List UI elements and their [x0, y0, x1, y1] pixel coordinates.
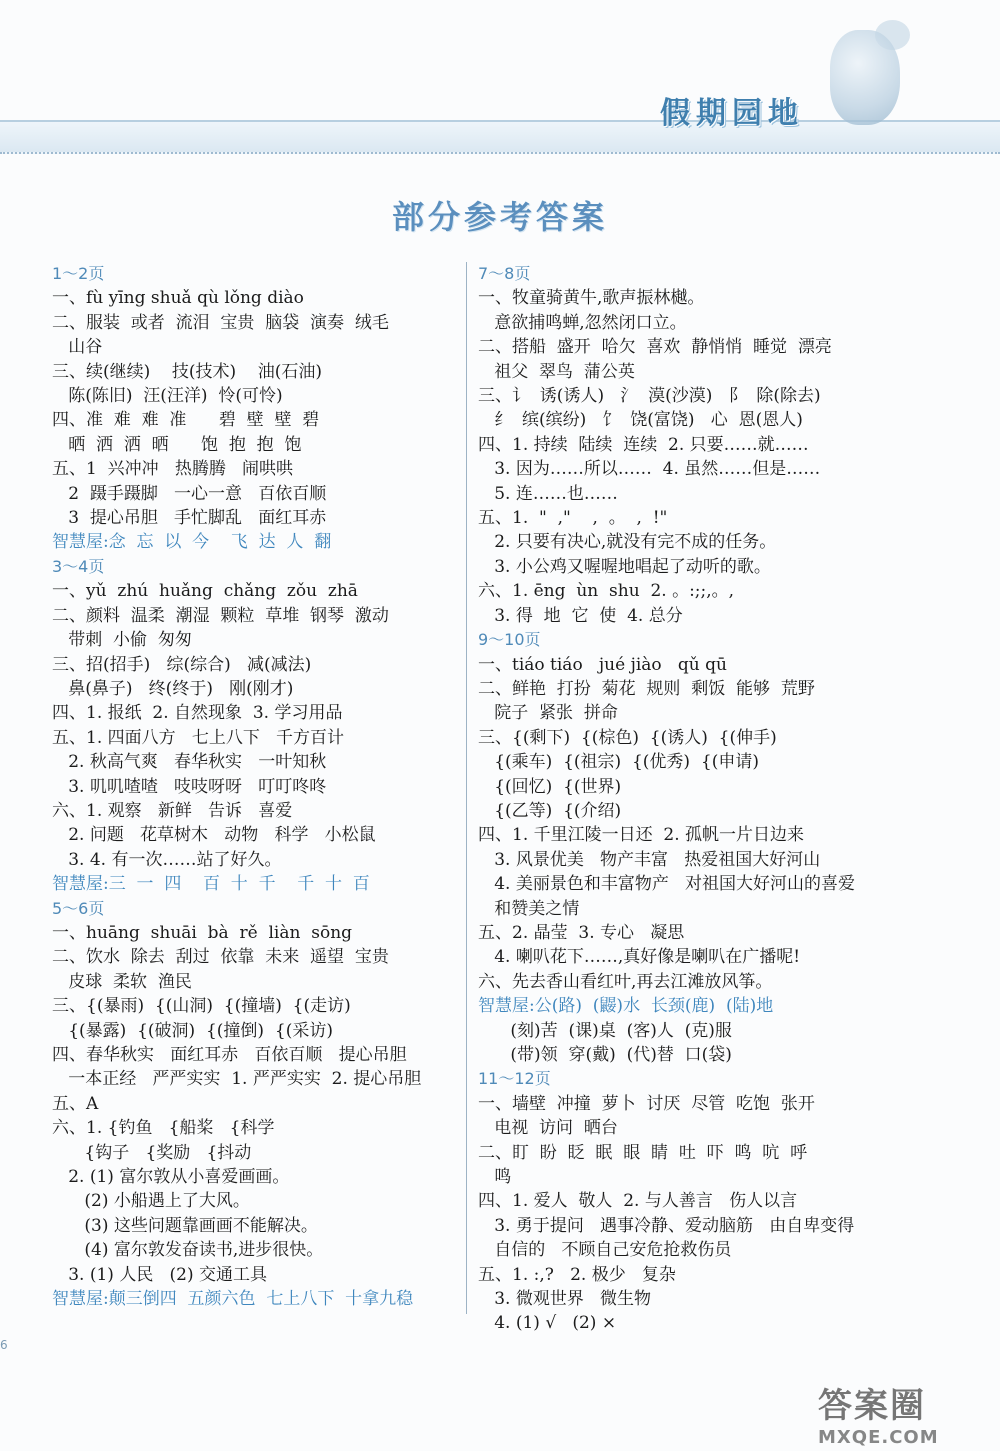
answer-line: 3. 风景优美 物产丰富 热爱祖国大好河山	[478, 849, 821, 870]
answer-line: (刻)苦 (课)桌 (客)人 (克)服	[478, 1020, 732, 1041]
answer-line: 2 蹑手蹑脚 一心一意 百依百顺	[52, 483, 327, 504]
answer-line: 4. 喇叭花下……,真好像是喇叭在广播呢!	[478, 947, 801, 968]
answer-line: {(乘车) {(祖宗) {(优秀) {(申请)	[478, 752, 759, 773]
answer-line: 四、春华秋实 面红耳赤 百依百顺 提心吊胆	[52, 1045, 407, 1065]
answer-line: 自信的 不顾自己安危抢救伤员	[478, 1240, 732, 1261]
answer-line: 皮球 柔软 渔民	[52, 971, 192, 992]
page-range-heading: 7～8页	[478, 264, 531, 283]
answer-line: 一、yǔ zhú huǎng chǎng zǒu zhā	[52, 581, 358, 602]
answer-line: 五、A	[52, 1093, 99, 1114]
answer-line: 三、{(剩下) {(棕色) {(诱人) {(伸手)	[478, 727, 777, 748]
answer-line: 鼻(鼻子) 终(终于) 刚(刚才)	[52, 678, 294, 699]
answer-line: 三、{(暴雨) {(山洞) {(撞墙) {(走访)	[52, 996, 351, 1017]
answer-line: 二、饮水 除去 刮过 依靠 未来 遥望 宝贵	[52, 947, 389, 968]
answer-line: 六、1. {钓鱼 {船桨 {科学	[52, 1118, 275, 1139]
bear-mascot-icon	[830, 30, 900, 125]
answer-line: (2) 小船遇上了大风。	[52, 1191, 250, 1212]
answer-line: 祖父 翠鸟 蒲公英	[478, 361, 635, 382]
answer-line: 电视 访问 晒台	[478, 1118, 618, 1139]
answer-line: 一、fù yīng shuǎ qù lǒng diào	[52, 288, 304, 309]
answer-line: 3. 勇于提问 遇事冷静、爱动脑筋 由自卑变得	[478, 1215, 855, 1236]
answer-line: (4) 富尔敦发奋读书,进步很快。	[52, 1240, 324, 1261]
answer-line: 山谷	[52, 337, 103, 358]
answer-line: 三、讠 诱(诱人) 氵 漠(沙漠) 阝 除(除去)	[478, 386, 821, 407]
answer-line: 四、1. 千里江陵一日还 2. 孤帆一片日边来	[478, 825, 805, 846]
column-divider	[466, 262, 467, 1314]
wisdom-answer-line: 智慧屋:三 一 四 百 十 千 千 十 百	[52, 874, 370, 895]
answer-line: 二、服装 或者 流泪 宝贵 脑袋 演奏 绒毛	[52, 312, 389, 333]
answer-line: 四、准 难 难 准 碧 壁 壁 碧	[52, 410, 320, 431]
answer-line: 3. 4. 有一次……站了好久。	[52, 849, 282, 870]
answer-line: 一、墙壁 冲撞 萝卜 讨厌 尽管 吃饱 张开	[478, 1093, 815, 1114]
page-title: 部分参考答案	[391, 198, 608, 236]
answer-line: (3) 这些问题靠画画不能解决。	[52, 1215, 318, 1236]
answer-line: 2. (1) 富尔敦从小喜爱画画。	[52, 1167, 290, 1188]
answer-line: 晒 洒 洒 晒 饱 抱 抱 饱	[52, 434, 302, 455]
answer-line: 纟 缤(缤纷) 饣 饶(富饶) 心 恩(恩人)	[478, 410, 803, 431]
answer-line: 五、1. " ," , 。 , !"	[478, 508, 668, 529]
answer-line: 意欲捕鸣蝉,忽然闭口立。	[478, 312, 687, 333]
header-band	[0, 120, 1000, 154]
answer-line: 三、续(继续) 技(技术) 油(石油)	[52, 361, 323, 382]
answer-line: 3 提心吊胆 手忙脚乱 面红耳赤	[52, 508, 327, 529]
answer-line: 一、tiáo tiáo jué jiào qǔ qū	[478, 654, 727, 675]
answer-line: 5. 连……也……	[478, 483, 618, 504]
answer-line: 4. (1) √ (2) ×	[478, 1313, 617, 1334]
answer-line: 五、1. 四面八方 七上八下 千方百计	[52, 727, 345, 748]
answer-line: 五、1 兴冲冲 热腾腾 闹哄哄	[52, 459, 294, 480]
answer-line: 二、颜料 温柔 潮湿 颗粒 草堆 钢琴 激动	[52, 605, 389, 626]
watermark	[818, 1378, 978, 1448]
answer-line: 3. (1) 人民 (2) 交通工具	[52, 1264, 268, 1285]
answer-line: 4. 美丽景色和丰富物产 对祖国大好河山的喜爱	[478, 874, 856, 895]
answer-line: {(乙等) {(介绍)	[478, 800, 622, 821]
answer-line: 三、招(招手) 综(综合) 减(减法)	[52, 654, 312, 675]
watermark-logo: 答案圈	[818, 1386, 926, 1426]
answer-line: {(回忆) {(世界)	[478, 776, 622, 797]
answer-line: 2. 秋高气爽 春华秋实 一叶知秋	[52, 752, 327, 773]
answer-line: (带)领 穿(戴) (代)替 口(袋)	[478, 1045, 732, 1065]
answer-line: 鸣	[478, 1167, 512, 1188]
page-range-heading: 1～2页	[52, 264, 105, 283]
answer-line: 二、搭船 盛开 哈欠 喜欢 静悄悄 睡觉 漂亮	[478, 337, 832, 358]
page-range-heading: 9～10页	[478, 630, 541, 650]
page-range-heading: 11～12页	[478, 1069, 551, 1089]
answer-line: 五、1. :,? 2. 极少 复杂	[478, 1264, 676, 1285]
page-range-heading: 3～4页	[52, 556, 105, 576]
answer-line: 带刺 小偷 匆匆	[52, 630, 192, 651]
answer-line: 2. 问题 花草树木 动物 科学 小松鼠	[52, 825, 376, 846]
answer-line: 五、2. 晶莹 3. 专心 凝思	[478, 922, 685, 943]
wisdom-answer-line: 智慧屋:公(路) (鼹)水 长颈(鹿) (陆)地	[478, 996, 774, 1017]
answer-line: 二、盯 盼 眨 眠 眼 睛 吐 吓 鸣 吭 呼	[478, 1142, 808, 1163]
answer-line: 二、鲜艳 打扮 菊花 规则 剩饭 能够 荒野	[478, 678, 815, 699]
answer-line: 六、先去香山看红叶,再去江滩放风筝。	[478, 971, 773, 992]
header-title: 假期园地	[660, 96, 804, 131]
answer-line: 3. 因为……所以…… 4. 虽然……但是……	[478, 459, 821, 480]
answer-line: {钩子 {奖励 {抖动	[52, 1142, 252, 1163]
answer-line: 3. 叽叽喳喳 吱吱呀呀 叮叮咚咚	[52, 776, 327, 797]
wisdom-answer-line: 智慧屋:颠三倒四 五颜六色 七上八下 十拿九稳	[52, 1289, 414, 1310]
answer-line: 院子 紧张 拼命	[478, 703, 618, 724]
answer-line: 陈(陈旧) 汪(汪洋) 怜(可怜)	[52, 386, 283, 407]
answer-line: 3. 小公鸡又喔喔地唱起了动听的歌。	[478, 556, 771, 577]
answer-line: {(暴露) {(破洞) {(撞倒) {(采访)	[52, 1020, 333, 1041]
answer-line: 3. 得 地 它 使 4. 总分	[478, 605, 683, 626]
page-range-heading: 5～6页	[52, 898, 105, 918]
left-answer-column	[52, 262, 462, 1311]
page-number: 6	[0, 1338, 8, 1352]
answer-line: 和赞美之情	[478, 898, 580, 919]
answer-line: 四、1. 报纸 2. 自然现象 3. 学习用品	[52, 703, 343, 724]
answer-line: 2. 只要有决心,就没有完不成的任务。	[478, 532, 777, 553]
answer-line: 3. 微观世界 微生物	[478, 1289, 652, 1310]
watermark-url: MXQE.COM	[818, 1427, 939, 1448]
answer-line: 四、1. 爱人 敬人 2. 与人善言 伤人以言	[478, 1191, 798, 1212]
answer-line: 六、1. 观察 新鲜 告诉 喜爱	[52, 800, 293, 821]
answer-line: 六、1. ēng ùn shu 2. 。:;;,。,	[478, 581, 735, 602]
wisdom-answer-line: 智慧屋:念 忘 以 今 飞 达 人 翻	[52, 532, 332, 553]
answer-line: 一、huāng shuāi bà rě liàn sōng	[52, 922, 353, 943]
answer-line: 一、牧童骑黄牛,歌声振林樾。	[478, 288, 705, 309]
answer-line: 四、1. 持续 陆续 连续 2. 只要……就……	[478, 434, 809, 455]
answer-line: 一本正经 严严实实 1. 严严实实 2. 提心吊胆	[52, 1069, 422, 1090]
right-answer-column	[478, 262, 908, 1336]
